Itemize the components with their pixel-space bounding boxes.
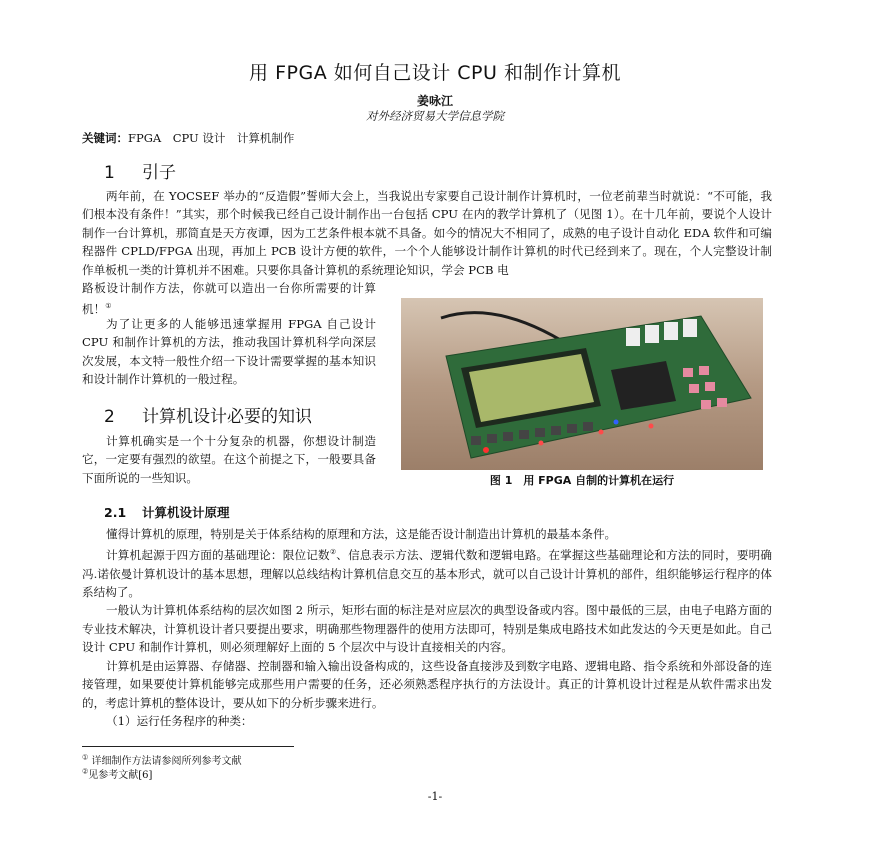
figure-1-photo [401,298,763,470]
paragraph-text: 计算机确实是一个十分复杂的机器，你想设计制造它，一定要有强烈的欲望。在这个前提之下，一般要具备下面所说的一些知识。 [82,434,376,485]
paragraph-text: 计算机是由运算器、存储器、控制器和输入输出设备构成的，这些设备直接涉及到数字电路、逻辑电路、指令系统和外部设备的连接管理，如果要使计算机能够完成那些用户需要的任务，还必须熟悉程序执行的方法设计。真正的计算机设计过程是从软件需求出发的，考虑计算机的整体设计，要从如下的分析步骤来进行。 [82,658,772,710]
section-number: 2 [104,407,115,427]
section-title: 计算机设计原理 [142,505,230,520]
author-affiliation: 对外经济贸易大学信息学院 [366,109,504,123]
paragraph-text: 计算机起源于四方面的基础理论：限位记数②、信息表示方法、逻辑代数和逻辑电路。在掌握这些基础理论和方法的同时，要明确冯.诺依曼计算机设计的基本思想，理解以总线结构计算机信息交互的基本形式，就可以自己设计计算机的部件，组织能够运行程序的体系结构了。 [82,548,772,600]
section-2-1-heading [104,503,230,521]
author-name: 姜咏江 [416,94,453,108]
section-2-1-body [82,525,772,730]
section-number: 2.1 [104,505,127,520]
seven-segment-display [626,328,640,346]
section-title: 计算机设计必要的知识 [142,407,312,427]
footnote-mark: ② [82,767,89,776]
section-1-paragraph-2 [82,315,376,389]
list-item: （1）运行任务程序的种类： [106,713,253,728]
section-1-paragraph-1-tail [82,279,376,319]
paragraph-text: 为了让更多的人能够迅速掌握用 FPGA 自己设计 CPU 和制作计算机的方法，推动我国计算机科学向深层次发展，本文特一般性介绍一下设计需要掌握的基本知识和设计制作计算机的一般过程。 [82,317,376,387]
section-1-paragraph-1 [82,187,772,279]
footnote-mark: ① [82,753,89,762]
keywords-line [82,130,294,146]
section-title: 引子 [142,163,176,183]
paragraph-text: 懂得计算机的原理，特别是关于体系结构的原理和方法，这是能否设计制造出计算机的最基本条件。 [106,527,617,541]
paper-title: 用 FPGA 如何自己设计 CPU 和制作计算机 [249,62,621,84]
seven-segment-display [683,319,697,337]
paragraph-text: 路板设计制作方法，你就可以造出一台你所需要的计算机！① [82,281,376,317]
footnote-2 [82,766,152,781]
section-2-paragraph-1 [82,432,376,487]
footnote-text: 见参考文献[6] [88,770,153,781]
keywords-text: FPGA CPU 设计 计算机制作 [128,131,295,145]
paragraph-text: 一般认为计算机体系结构的层次如图 2 所示，矩形右面的标注是对应层次的典型设备或内容。图中最低的三层，由电子电路方面的专业技术解决，计算机设计者只要提出要求，明确那些物理器件的使用方法即可，特别是集成电路技术如此发达的今天更是如此。自己设计 CPU 和制作计算机，则必须理解好上面的 5 个层次中与设计直接相关的内容。 [82,603,772,655]
section-number: 1 [104,163,115,183]
section-1-heading [104,158,176,183]
seven-segment-display [664,322,678,340]
footnote-divider [82,746,294,747]
page-number: -1- [427,790,443,803]
fpga-board-photo [401,298,763,470]
footnote-mark[interactable]: ② [329,548,337,557]
footnote-1 [82,752,241,767]
section-2-heading [104,402,312,427]
paragraph-text: 两年前，在 YOCSEF 举办的“反造假”誓师大会上，当我说出专家要自己设计制作计算机时，一位老前辈当时就说：“不可能，我们根本没有条件！”其实，那个时候我已经自己设计制作出一台包括 CPU 在内的教学计算机了（见图 1）。在十几年前，要说个人设计制作一台计算机，那简直是天方夜谭，因为工艺条件根本就不具备。如今的情况大不相同了，成熟的电子设计自动化 EDA 软件和可编程器件 CPLD/FPGA 出现，再加上 PCB 设计方便的软件，一个个人能够设计制作计算机的时代已经到来了。现在，个人完整设计制作单板机一类的计算机并不困难。只要你具备计算机的系统理论知识，学会 PCB 电 [82,189,772,277]
keywords-label: 关键词： [82,131,128,145]
figure-1-caption: 图 1 用 FPGA 自制的计算机在运行 [489,474,675,487]
footnote-text: 详细制作方法请参阅所列参考文献 [91,756,242,767]
footnote-mark[interactable]: ① [105,302,112,311]
seven-segment-display [645,325,659,343]
